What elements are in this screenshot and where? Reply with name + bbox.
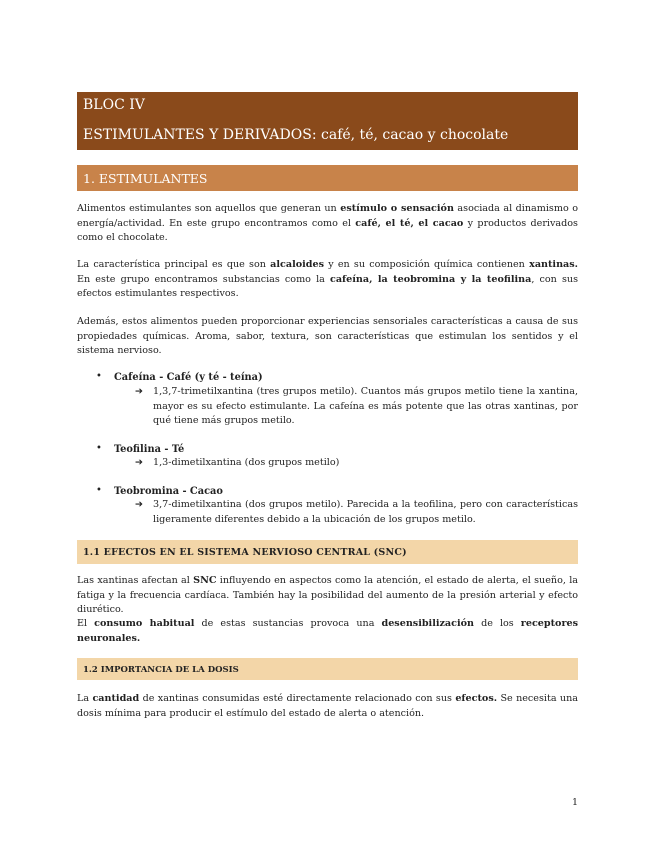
paragraph-sensoriales: Además, estos alimentos pueden proporcionar experiencias sensoriales características a causa de sus propiedades químicas. Aroma, sabor, textura, son características que estimulan los sentidos y el sistema nervioso. bbox=[77, 316, 578, 356]
text-run: asociada al dinamismo o energía/actividad. En este grupo encontramos como el bbox=[77, 203, 578, 229]
section-heading-text: 1. ESTIMULANTES bbox=[83, 171, 208, 186]
bold-run: estímulo o sensación bbox=[340, 203, 454, 214]
text-run: En este grupo encontramos substancias como la bbox=[77, 273, 330, 285]
bold-run: café, el té, el cacao bbox=[355, 217, 464, 229]
subsection-heading-text: 1.1 EFECTOS EN EL SISTEMA NERVIOSO CENTRAL (SNC) bbox=[83, 547, 407, 558]
paragraph-intro bbox=[77, 202, 578, 246]
bold-run: xantinas. bbox=[529, 259, 579, 270]
text-run: Las xantinas afectan al bbox=[77, 575, 194, 586]
text-run: El bbox=[77, 618, 95, 629]
paragraph-alcaloides bbox=[77, 258, 578, 302]
text-run: La bbox=[77, 693, 93, 704]
text-run: Alimentos estimulantes son aquellos que generan un bbox=[77, 203, 341, 214]
section-heading-estimulantes bbox=[77, 165, 578, 191]
bloc-label: BLOC IV bbox=[83, 97, 145, 113]
bullet-icon: • bbox=[96, 443, 102, 454]
bullet-icon: • bbox=[96, 485, 102, 496]
paragraph-consumo-habitual bbox=[77, 617, 578, 646]
bullet-detail-cafeina: 1,3,7-trimetilxantina (tres grupos metilo). Cuantos más grupos metilo tiene la xantina, mayor es su efecto estimulante. La cafeína es más potente que las otras xantinas, por qué tiene más grupos metilo. bbox=[153, 386, 578, 426]
bloc-title: ESTIMULANTES Y DERIVADOS: café, té, cacao y chocolate bbox=[83, 127, 509, 143]
paragraph-dosis bbox=[77, 692, 578, 721]
text-run: influyendo en aspectos como la atención, el estado de alerta, el sueño, la fatiga y la frecuencia cardíaca. También hay la posibilidad del aumento de la presión arterial y efecto diurético. bbox=[77, 575, 578, 615]
bold-run: consumo habitual bbox=[94, 618, 195, 629]
bold-run: alcaloides bbox=[270, 259, 324, 270]
text-run: y productos derivados como el chocolate. bbox=[77, 217, 578, 243]
subsection-heading-text: 1.2 IMPORTANCIA DE LA DOSIS bbox=[83, 665, 239, 675]
bold-run: receptores neuronales. bbox=[77, 618, 578, 644]
text-run: La característica principal es que son bbox=[77, 259, 271, 270]
text-run: Se necesita una dosis mínima para producir el estímulo del estado de alerta o atención. bbox=[77, 693, 579, 719]
bold-run: cafeína, la teobromina y la teofilina bbox=[330, 273, 532, 285]
bold-run: desensibilización bbox=[381, 618, 475, 629]
text-run: y en su composición química contienen bbox=[323, 259, 530, 270]
bold-run: SNC bbox=[193, 575, 217, 586]
bold-run: efectos. bbox=[455, 693, 498, 704]
paragraph-snc-effects bbox=[77, 574, 578, 618]
arrow-right-icon: ➔ bbox=[135, 457, 144, 468]
text-run: de estas sustancias provoca una bbox=[194, 618, 382, 629]
text-run: , con sus efectos estimulantes respectivos. bbox=[77, 273, 578, 299]
bullet-label-teofilina: Teofilina - Té bbox=[114, 444, 185, 455]
bullet-label-teobromina: Teobromina - Cacao bbox=[114, 486, 223, 497]
subsection-heading-snc bbox=[77, 540, 578, 564]
subsection-heading-dosis bbox=[77, 658, 578, 680]
text-run: de xantinas consumidas esté directamente relacionado con sus bbox=[139, 693, 456, 704]
bullet-label-cafeina: Cafeína - Café (y té - teína) bbox=[114, 372, 263, 383]
bloc-title-box bbox=[77, 92, 578, 150]
arrow-right-icon: ➔ bbox=[135, 386, 144, 397]
text-run: de los bbox=[474, 618, 521, 629]
bold-run: cantidad bbox=[92, 693, 140, 704]
bullet-detail-teofilina: 1,3-dimetilxantina (dos grupos metilo) bbox=[153, 457, 340, 468]
bullet-detail-teobromina: 3,7-dimetilxantina (dos grupos metilo). Parecida a la teofilina, pero con características ligeramente diferentes debido a la ubicación de los grupos metilo. bbox=[153, 499, 578, 525]
bullet-icon: • bbox=[96, 371, 102, 382]
page-number: 1 bbox=[572, 797, 579, 808]
arrow-right-icon: ➔ bbox=[135, 499, 144, 510]
